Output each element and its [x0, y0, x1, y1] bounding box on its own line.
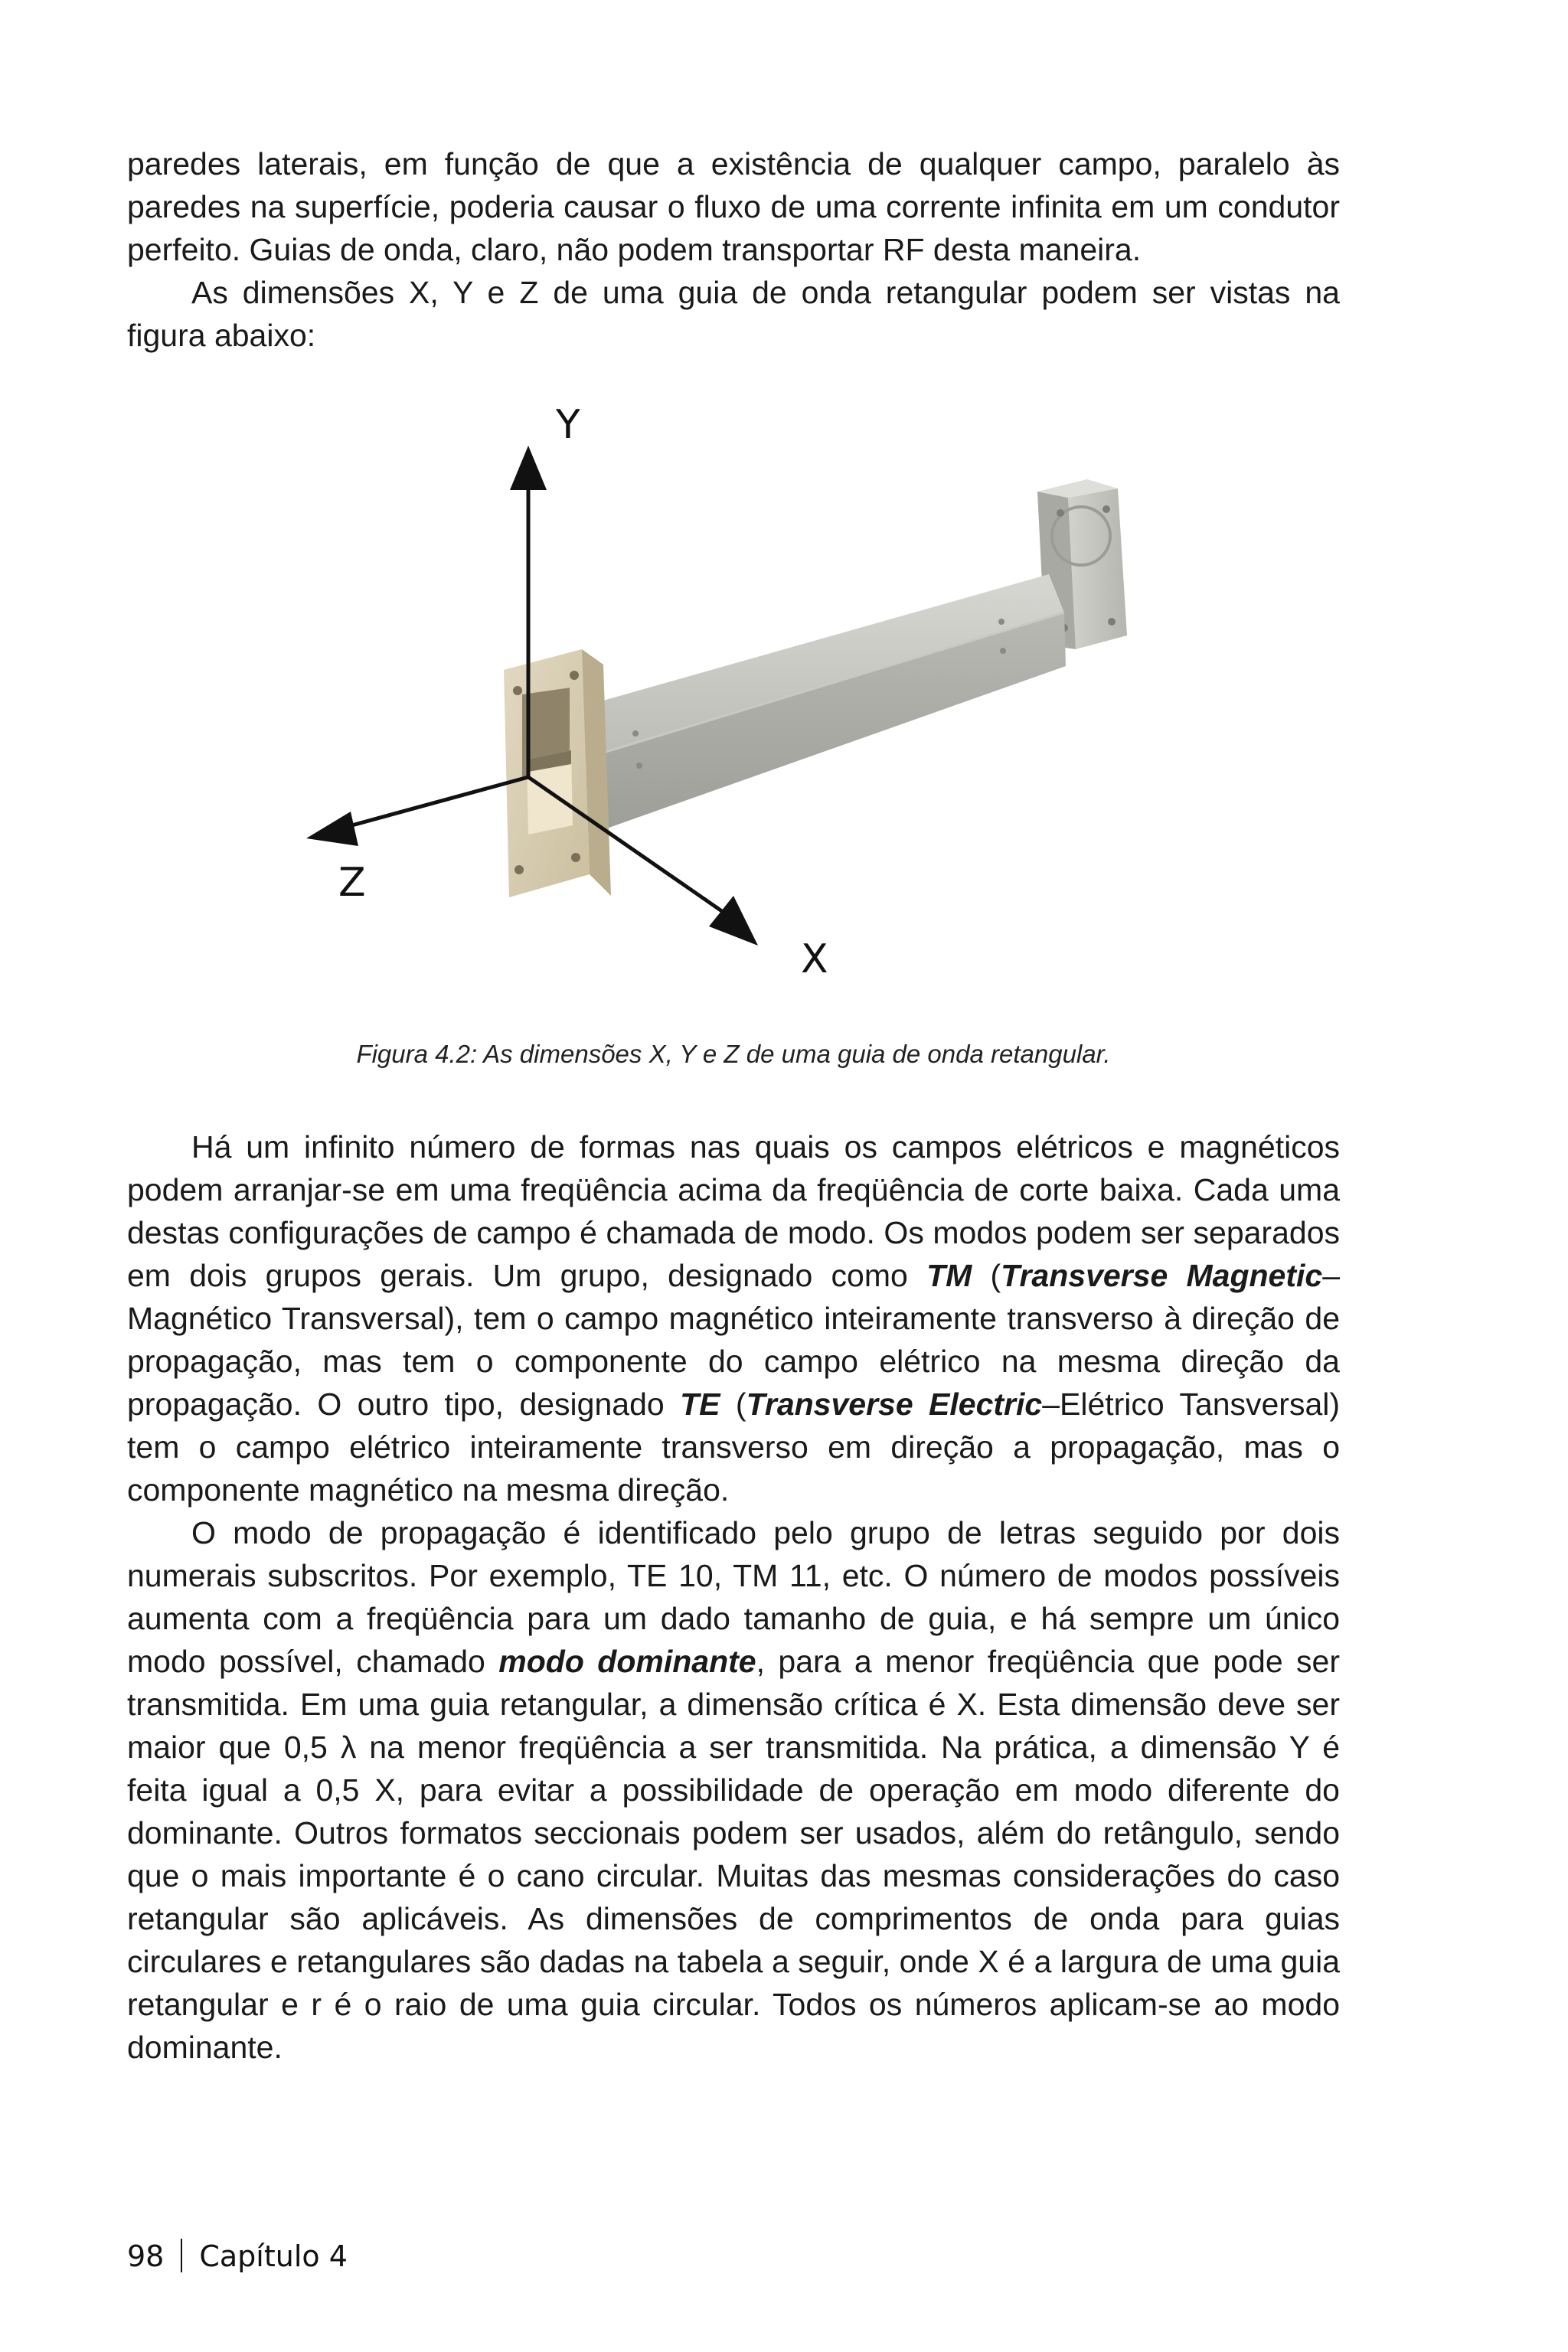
front-flange — [504, 649, 611, 897]
paragraph-modes — [127, 1125, 1340, 1511]
term-dominant-mode: modo dominante — [498, 1644, 756, 1679]
x-axis-arrow — [709, 896, 758, 946]
term-transverse-electric: Transverse Electric — [746, 1387, 1043, 1422]
waveguide-illustration — [299, 406, 1217, 988]
term-tm: TM — [926, 1258, 972, 1293]
paragraph-continuation: paredes laterais, em função de que a existência de qualquer campo, paralelo às paredes na superfície, poderia causar o fluxo de uma corrente infinita em um condutor perfeito. Guias de onda, claro, não podem transportar RF desta maneira. — [127, 146, 1340, 267]
y-axis-arrow — [510, 446, 547, 490]
paragraph-propagation — [127, 1511, 1340, 2069]
z-axis-line — [341, 777, 528, 828]
figure-caption: Figura 4.2: As dimensões X, Y e Z de uma guia de onda retangular. — [356, 1040, 1111, 1068]
text-run: ( — [720, 1387, 746, 1422]
text-run: O modo de propagação é identificado pelo grupo de letras seguido por dois numerais subscritos. Por exemplo, TE 10, TM 11, etc. O número de modos possíveis aumenta com a freqüência para um dado tamanho de guia, e há sempre um único modo possível, chamado — [127, 1515, 1340, 1679]
chapter-label: Capítulo 4 — [199, 2239, 348, 2273]
text-run: ( — [972, 1258, 1001, 1293]
text-run: Há um infinito número de formas nas quais os campos elétricos e magnéticos podem arranjar-se em uma freqüência acima da freqüência de corte baixa. Cada uma destas configurações de campo é chamada de modo. Os modos podem ser separados em dois grupos gerais. Um grupo, designado como — [127, 1129, 1340, 1293]
z-axis-arrow — [306, 812, 358, 846]
text-run: –Magnético Transversal), tem o campo magnético inteiramente transverso à direção de propagação, mas tem o componente do campo elétrico na mesma direção da propagação. O outro tipo, designado — [127, 1258, 1340, 1422]
z-axis-label: Z — [338, 860, 366, 906]
term-transverse-magnetic: Transverse Magnetic — [1001, 1258, 1323, 1293]
footer-separator — [181, 2239, 182, 2272]
waveguide-figure — [299, 406, 1217, 988]
x-axis-label: X — [801, 936, 828, 982]
page-footer — [127, 2239, 348, 2273]
intro-text — [127, 142, 1340, 357]
y-axis-label: Y — [556, 406, 580, 448]
body-text — [127, 1125, 1340, 2069]
text-run: –Elétrico Tansversal) tem o campo elétrico inteiramente transverso em direção a propagação, mas o componente magnético na mesma direção. — [127, 1387, 1341, 1508]
paragraph-figure-intro: As dimensões X, Y e Z de uma guia de onda retangular podem ser vistas na figura abaixo: — [127, 275, 1340, 353]
waveguide-body — [563, 574, 1066, 835]
page-number: 98 — [127, 2239, 165, 2273]
term-te: TE — [680, 1387, 720, 1422]
text-run: , para a menor freqüência que pode ser transmitida. Em uma guia retangular, a dimensão crítica é X. Esta dimensão deve ser maior que 0,5 λ na menor freqüência a ser transmitida. Na prática, a dimensão Y é feita igual a 0,5 X, para evitar a possibilidade de operação em modo diferente do dominante. Outros formatos seccionais podem ser usados, além do retângulo, sendo que o mais importante é o cano circular. Muitas das mesmas considerações do caso retangular são aplicáveis. As dimensões de comprimentos de onda para guias circulares e retangulares são dadas na tabela a seguir, onde X é a largura de uma guia retangular e r é o raio de uma guia circular. Todos os números aplicam-se ao modo dominante. — [127, 1644, 1340, 2065]
